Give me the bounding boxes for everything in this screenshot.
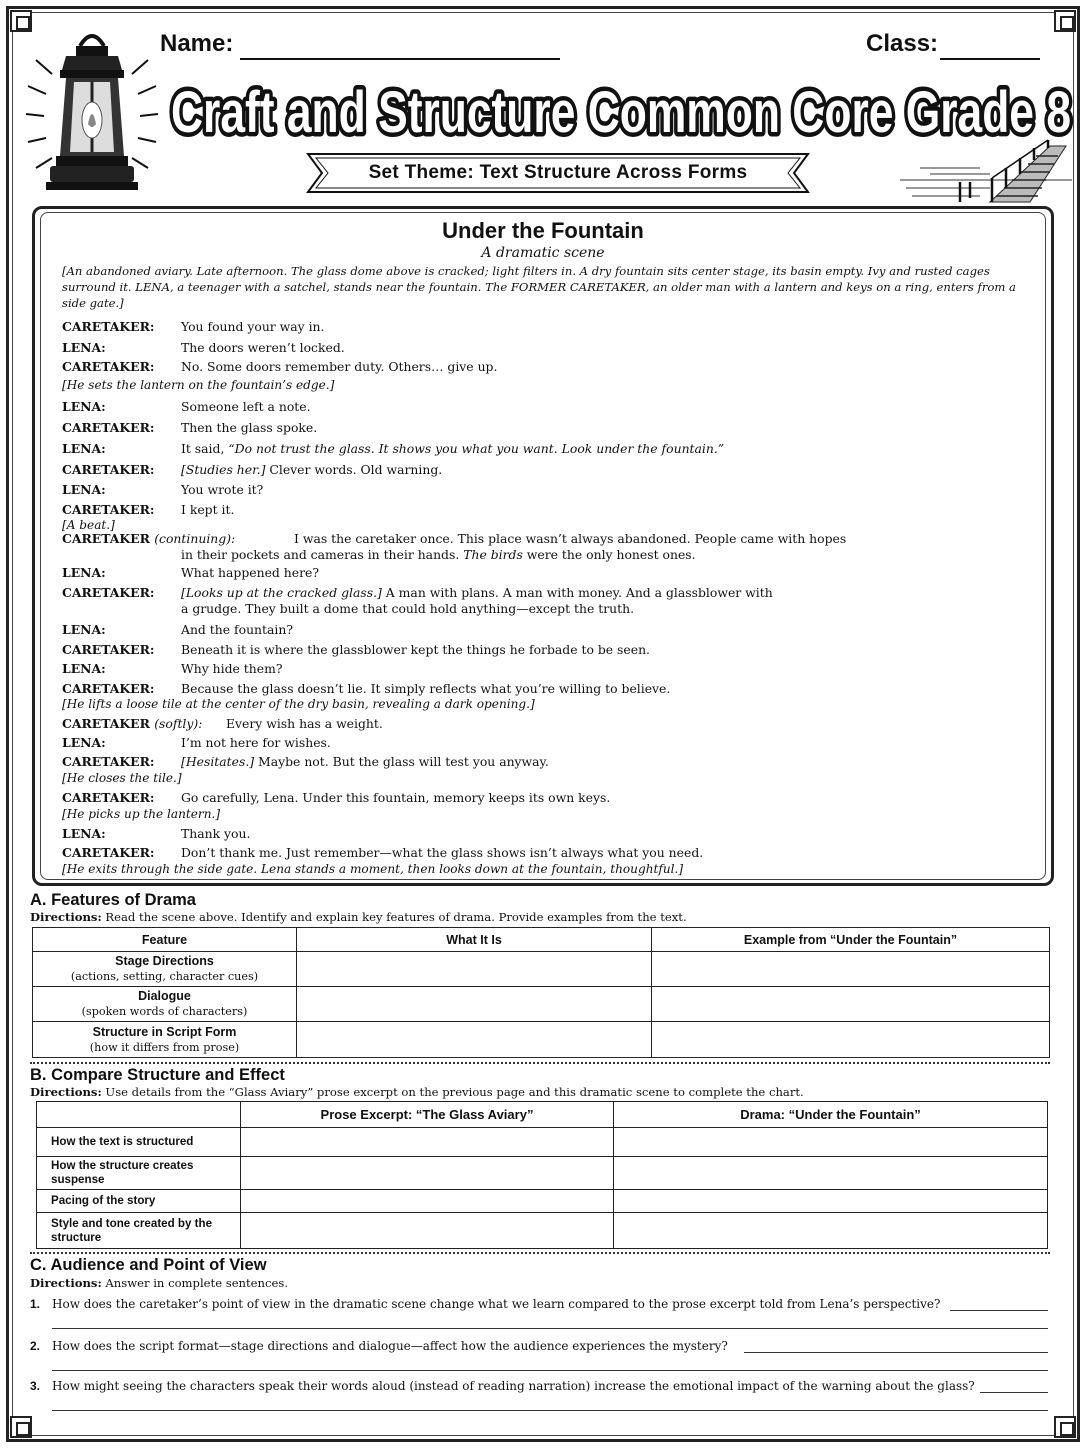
speaker-label: LENA: — [62, 340, 106, 355]
section-a-directions — [30, 910, 687, 924]
dialogue-words: were the only honest ones. — [522, 547, 696, 562]
speaker-label: CARETAKER: — [62, 462, 155, 477]
answer-line[interactable] — [950, 1310, 1048, 1311]
section-a-heading: A. Features of Drama — [30, 891, 196, 909]
dialogue-words: Clever words. Old warning. — [265, 462, 443, 477]
answer-line[interactable] — [52, 1370, 1048, 1371]
speaker-label: CARETAKER: — [62, 681, 155, 696]
speaker-name — [62, 621, 106, 638]
question-number: 3. — [30, 1379, 41, 1393]
dialogue-text — [181, 584, 773, 601]
scene-subtitle: A dramatic scene — [481, 245, 605, 261]
worksheet-title — [166, 66, 1076, 152]
section-c-heading: C. Audience and Point of View — [30, 1256, 267, 1274]
dialogue-text — [181, 501, 234, 518]
speaker-label: CARETAKER: — [62, 585, 155, 600]
speaker-label: CARETAKER: — [62, 359, 155, 374]
dialogue-words: a grudge. They built a dome that could hold anything—except the truth. — [181, 601, 635, 616]
dialogue-text — [181, 358, 497, 375]
feature-cell — [33, 952, 297, 987]
speaker-name — [62, 789, 154, 806]
table-row — [37, 1128, 1048, 1157]
speaker-name — [62, 530, 235, 547]
stage-direction: [He picks up the lantern.] — [62, 807, 221, 821]
table-row — [33, 987, 1050, 1022]
section-divider — [30, 1062, 1050, 1064]
inline-direction: [Studies her.] — [181, 462, 266, 477]
dialogue-continuation — [181, 600, 634, 617]
column-header: Example from “Under the Fountain” — [652, 928, 1050, 952]
dialogue-text — [226, 715, 383, 732]
speaker-name — [62, 641, 154, 658]
dialogue-text — [181, 481, 263, 498]
speaker-name — [62, 358, 154, 375]
dialogue-text — [181, 641, 650, 658]
stage-direction: [He lifts a loose tile at the center of the dry basin, revealing a dark opening.] — [62, 697, 535, 711]
speaker-name — [62, 398, 106, 415]
directions-text: Use details from the “Glass Aviary” prose excerpt on the previous page and this dramatic scene to complete the chart. — [101, 1085, 804, 1099]
corner-ornament — [10, 1416, 32, 1438]
dialogue-words: Thank you. — [181, 826, 251, 841]
speaker-name — [62, 844, 154, 861]
speaker-label: LENA: — [62, 441, 106, 456]
feature-cell — [33, 1022, 297, 1058]
speaker-label: CARETAKER — [62, 716, 155, 731]
column-header: Feature — [33, 928, 297, 952]
question-text: How might seeing the characters speak their words aloud (instead of reading narration) increase the emotional impact of the warning about the glass? — [52, 1379, 975, 1393]
speaker-name — [62, 715, 202, 732]
dialogue-text — [181, 844, 703, 861]
dialogue-words: Because the glass doesn’t lie. It simply reflects what you’re willing to believe. — [181, 681, 671, 696]
dialogue-text — [181, 621, 293, 638]
dialogue-words: Someone left a note. — [181, 399, 311, 414]
speaker-label: CARETAKER: — [62, 319, 155, 334]
speaker-label: LENA: — [62, 622, 106, 637]
dialogue-words: No. Some doors remember duty. Others… give up. — [181, 359, 498, 374]
answer-cell[interactable] — [241, 1213, 614, 1249]
dialogue-text — [181, 660, 283, 677]
dialogue-words: I’m not here for wishes. — [181, 735, 331, 750]
row-label: How the text is structured — [37, 1128, 241, 1157]
row-label: Style and tone created by the structure — [37, 1213, 241, 1249]
corner-ornament — [1054, 10, 1076, 32]
answer-line[interactable] — [744, 1352, 1048, 1353]
speaker-name — [62, 734, 106, 751]
answer-cell[interactable] — [297, 1022, 652, 1058]
column-header: Prose Excerpt: “The Glass Aviary” — [241, 1102, 614, 1128]
column-header: Drama: “Under the Fountain” — [614, 1102, 1048, 1128]
dialogue-words: in their pockets and cameras in their hands. — [181, 547, 464, 562]
answer-cell[interactable] — [297, 987, 652, 1022]
answer-cell[interactable] — [614, 1213, 1048, 1249]
dialogue-text — [294, 530, 846, 547]
speaker-name — [62, 339, 106, 356]
speaker-name — [62, 825, 106, 842]
dialogue-text — [181, 419, 317, 436]
dialogue-words: You found your way in. — [181, 319, 325, 334]
directions-label: Directions: — [30, 910, 102, 924]
answer-cell[interactable] — [614, 1128, 1048, 1157]
feature-note: (how it differs from prose) — [89, 1040, 240, 1054]
dialogue-continuation — [181, 546, 696, 563]
dialogue-text — [181, 339, 345, 356]
inline-direction: “Do not trust the glass. It shows you what you want. Look under the fountain.” — [228, 441, 725, 456]
speaker-label: LENA: — [62, 482, 106, 497]
question-text: How does the caretaker’s point of view in the dramatic scene change what we learn compared to the prose excerpt told from Lena’s perspective? — [52, 1297, 941, 1311]
dialogue-words: And the fountain? — [181, 622, 293, 637]
speaker-name — [62, 461, 154, 478]
answer-line[interactable] — [52, 1328, 1048, 1329]
speaker-name — [62, 440, 106, 457]
dialogue-text — [181, 753, 549, 770]
speaker-name — [62, 680, 154, 697]
section-divider — [30, 1252, 1050, 1254]
question-number: 1. — [30, 1297, 41, 1311]
speaker-label: LENA: — [62, 826, 106, 841]
dialogue-text — [181, 789, 610, 806]
stage-direction: [He exits through the side gate. Lena stands a moment, then looks down at the fountain, thoughtful.] — [62, 862, 684, 876]
answer-cell[interactable] — [652, 987, 1050, 1022]
theme-label: Set Theme: Text Structure Across Forms — [368, 162, 748, 183]
speaker-label: CARETAKER: — [62, 754, 155, 769]
directions-text: Answer in complete sentences. — [101, 1276, 288, 1290]
worksheet-title-text: Craft and Structure Common Core Grade 8 — [171, 80, 1071, 145]
question-number: 2. — [30, 1339, 41, 1353]
directions-label: Directions: — [30, 1276, 102, 1290]
speaker-name — [62, 564, 106, 581]
question-text: How does the script format—stage directions and dialogue—affect how the audience experiences the mystery? — [52, 1339, 728, 1353]
dialogue-text — [181, 440, 724, 457]
lantern-icon — [22, 24, 162, 196]
class-label: Class: — [866, 30, 939, 57]
dialogue-words: Beneath it is where the glassblower kept the things he forbade to be seen. — [181, 642, 650, 657]
answer-line[interactable] — [52, 1410, 1048, 1411]
answer-cell[interactable] — [652, 952, 1050, 987]
column-header: What It Is — [297, 928, 652, 952]
answer-cell[interactable] — [297, 952, 652, 987]
speaker-label: LENA: — [62, 565, 106, 580]
speaker-note: (continuing): — [154, 531, 236, 546]
table-row — [33, 1022, 1050, 1058]
speaker-label: CARETAKER: — [62, 790, 155, 805]
answer-cell[interactable] — [241, 1128, 614, 1157]
dialogue-words: The doors weren’t locked. — [181, 340, 345, 355]
name-label: Name: — [160, 30, 234, 57]
feature-cell — [33, 987, 297, 1022]
directions-text: Read the scene above. Identify and explain key features of drama. Provide examples from the text. — [101, 910, 687, 924]
dialogue-words: I kept it. — [181, 502, 235, 517]
dialogue-words: Maybe not. But the glass will test you anyway. — [254, 754, 549, 769]
feature-name: Stage Directions — [115, 954, 214, 968]
table-row — [33, 952, 1050, 987]
stage-direction: [A beat.] — [62, 518, 115, 532]
dialogue-words: Why hide them? — [181, 661, 283, 676]
speaker-note: (softly): — [154, 716, 203, 731]
dialogue-words: Go carefully, Lena. Under this fountain, memory keeps its own keys. — [181, 790, 611, 805]
speaker-label: CARETAKER: — [62, 642, 155, 657]
dialogue-text — [181, 461, 442, 478]
column-header — [37, 1102, 241, 1128]
directions-label: Directions: — [30, 1085, 102, 1099]
speaker-name — [62, 660, 106, 677]
feature-note: (spoken words of characters) — [81, 1005, 248, 1018]
table-row — [37, 1157, 1048, 1190]
stage-direction: [He sets the lantern on the fountain’s edge.] — [62, 378, 335, 392]
speaker-name — [62, 584, 154, 601]
answer-cell[interactable] — [652, 1022, 1050, 1058]
speaker-name — [62, 481, 106, 498]
answer-cell[interactable] — [241, 1190, 614, 1213]
inline-direction: [Hesitates.] — [181, 754, 255, 769]
dialogue-text — [181, 564, 319, 581]
compare-table — [36, 1101, 1048, 1249]
answer-line[interactable] — [980, 1392, 1048, 1393]
answer-cell[interactable] — [241, 1157, 614, 1190]
speaker-label: LENA: — [62, 399, 106, 414]
feature-name: Dialogue — [138, 989, 191, 1003]
emphasis-text: The birds — [463, 547, 523, 562]
dialogue-words: You wrote it? — [181, 482, 264, 497]
stage-direction: [He closes the tile.] — [62, 771, 182, 785]
table-row — [37, 1213, 1048, 1249]
section-c-directions — [30, 1276, 288, 1290]
dialogue-text — [181, 734, 331, 751]
dialogue-words: Don’t thank me. Just remember—what the glass shows isn’t always what you need. — [181, 845, 704, 860]
dialogue-words: What happened here? — [181, 565, 319, 580]
speaker-name — [62, 318, 154, 335]
name-field[interactable] — [240, 58, 560, 60]
inline-direction: [Looks up at the cracked glass.] — [181, 585, 382, 600]
class-field[interactable] — [940, 58, 1040, 60]
section-b-directions — [30, 1085, 804, 1099]
dialogue-text — [181, 318, 324, 335]
scene-title: Under the Fountain — [442, 218, 644, 243]
speaker-label: CARETAKER: — [62, 420, 155, 435]
scene-intro-direction: [An abandoned aviary. Late afternoon. The glass dome above is cracked; light filters in. A dry fountain sits center stage, its basin empty. Ivy and rusted cages surround it. LENA, a teenager with a satchel, stands near the fountain. The FORMER CARETAKER, an older man with a lantern and keys on a ring, enters from a side gate.] — [62, 264, 1016, 310]
dialogue-words: A man with plans. A man with money. And a glassblower with — [381, 585, 773, 600]
speaker-label: CARETAKER: — [62, 845, 155, 860]
answer-cell[interactable] — [614, 1157, 1048, 1190]
features-table — [32, 927, 1050, 1058]
corner-ornament — [1054, 1416, 1076, 1438]
section-b-heading: B. Compare Structure and Effect — [30, 1066, 285, 1084]
row-label: Pacing of the story — [37, 1190, 241, 1213]
speaker-name — [62, 753, 154, 770]
dialogue-words: I was the caretaker once. This place wasn’t always abandoned. People came with hopes — [294, 531, 847, 546]
speaker-name — [62, 419, 154, 436]
dialogue-text — [181, 680, 670, 697]
speaker-label: CARETAKER — [62, 531, 155, 546]
dialogue-words: Every wish has a weight. — [226, 716, 383, 731]
answer-cell[interactable] — [614, 1190, 1048, 1213]
dialogue-text — [181, 825, 250, 842]
table-row — [37, 1190, 1048, 1213]
dialogue-text — [181, 398, 311, 415]
dialogue-words: Then the glass spoke. — [181, 420, 318, 435]
dialogue-lead: It said, — [181, 441, 229, 456]
speaker-label: LENA: — [62, 661, 106, 676]
row-label: How the structure creates suspense — [37, 1157, 241, 1190]
speaker-label: CARETAKER: — [62, 502, 155, 517]
speaker-label: LENA: — [62, 735, 106, 750]
feature-note: (actions, setting, character cues) — [70, 970, 259, 983]
feature-name: Structure in Script Form — [92, 1024, 237, 1039]
speaker-name — [62, 501, 154, 518]
